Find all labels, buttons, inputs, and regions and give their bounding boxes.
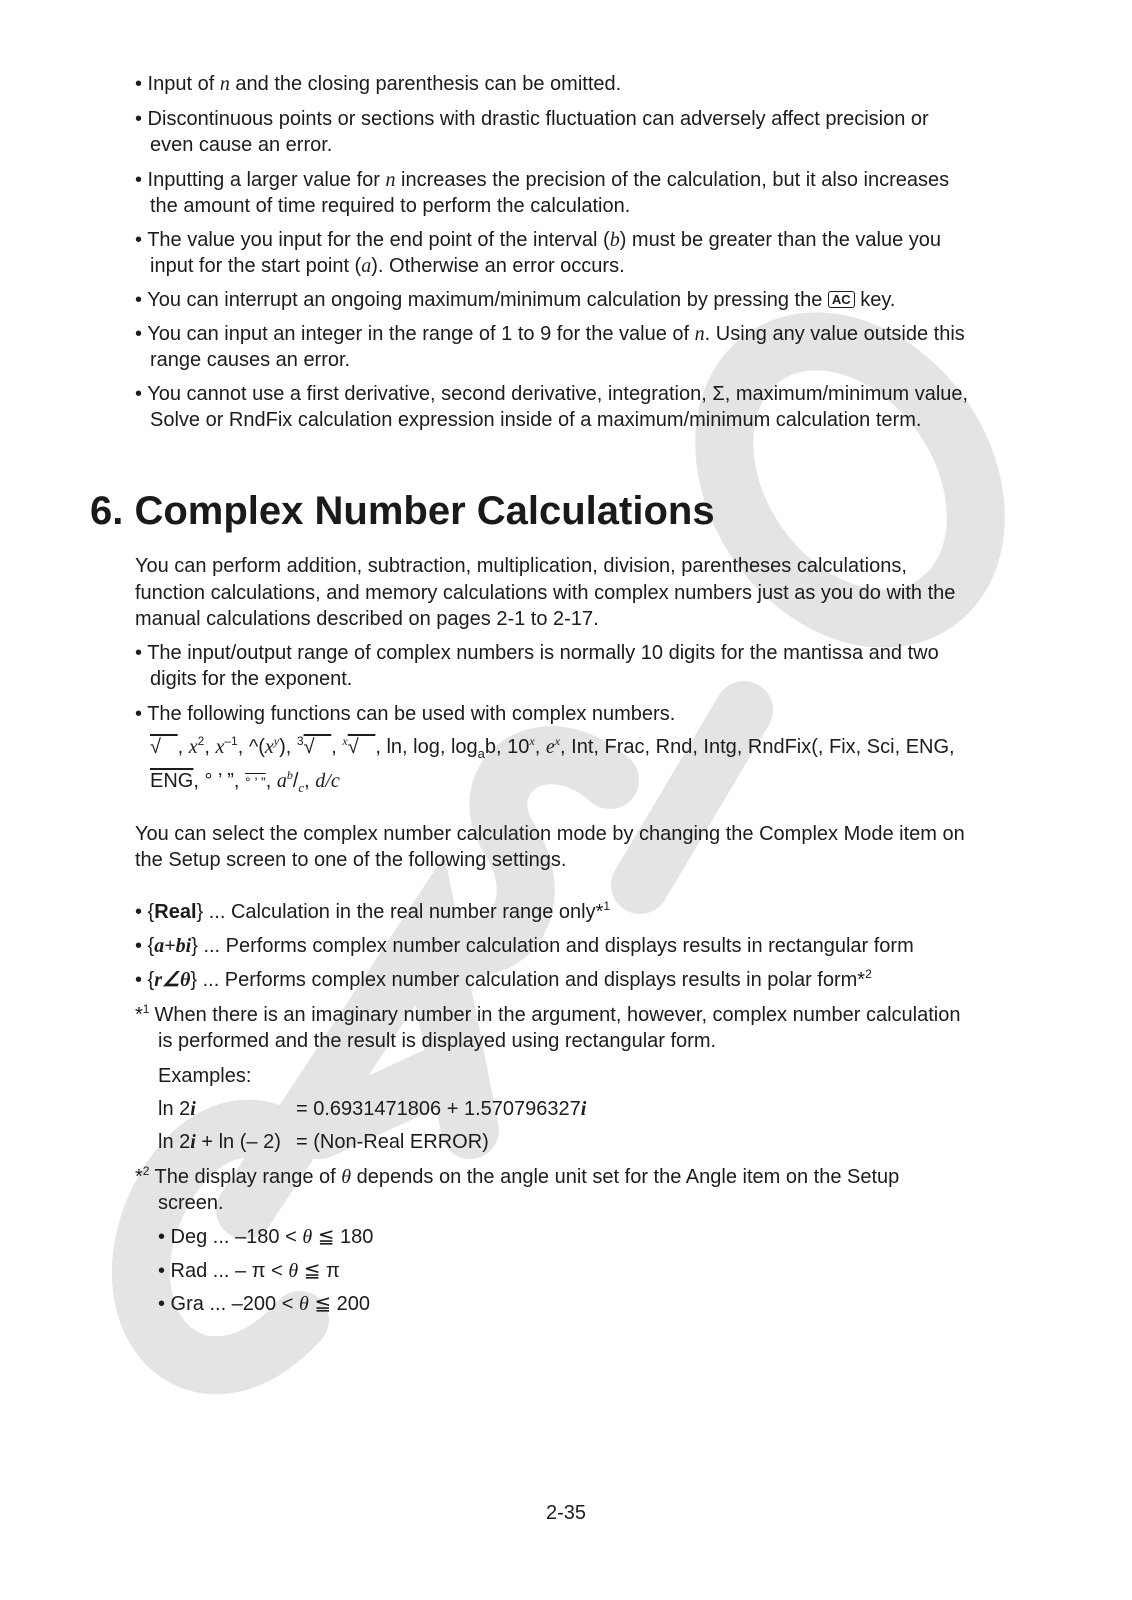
- example-2-lhs: ln 2i + ln (– 2): [158, 1131, 281, 1153]
- intro-line-1: You can perform addition, subtraction, multiplication, division, parentheses calculations,: [135, 555, 907, 577]
- footnote-1-cont: is performed and the result is displayed using rectangular form.: [158, 1030, 717, 1052]
- functions-list-line-2: $\overline{ENG}$, ° ’ ”, ° ’ ”, $a^b/_c$, d/c: [150, 768, 340, 795]
- examples-label: Examples:: [158, 1065, 252, 1087]
- mode-rectangular: • {a+bi} ... Performs complex number calculation and displays results in rectangular form: [135, 935, 914, 957]
- range-bullet: • The input/output range of complex numbers is normally 10 digits for the mantissa and two: [135, 642, 939, 664]
- bullet-discontinuous: • Discontinuous points or sections with drastic fluctuation can adversely affect precision or: [135, 108, 929, 130]
- range-rad: • Rad ... – π < θ ≦ π: [158, 1260, 340, 1282]
- bullet-cannot-use: • You cannot use a first derivative, second derivative, integration, Σ, maximum/minimum value,: [135, 383, 969, 405]
- bullet-integer-range: • You can input an integer in the range of 1 to 9 for the value of n. Using any value outside this: [135, 323, 965, 345]
- bullet-cannot-use-cont: Solve or RndFix calculation expression inside of a maximum/minimum calculation term.: [150, 409, 922, 431]
- bullet-interrupt: • You can interrupt an ongoing maximum/minimum calculation by pressing the AC key.: [135, 289, 896, 311]
- sqrt-symbol: √: [150, 736, 178, 758]
- cube-root-symbol: √: [303, 736, 332, 758]
- functions-bullet: • The following functions can be used with complex numbers.: [135, 703, 676, 725]
- section-heading: 6. Complex Number Calculations: [90, 489, 715, 533]
- bullet-end-point: • The value you input for the end point of the interval (b) must be greater than the value you: [135, 229, 942, 251]
- footnote-2-cont: screen.: [158, 1192, 224, 1214]
- bullet-larger-n: • Inputting a larger value for n increases the precision of the calculation, but it also increases: [135, 169, 950, 191]
- mode-polar: • {r∠θ} ... Performs complex number calculation and displays results in polar form*$^2$: [135, 967, 872, 991]
- ac-key-icon: AC: [828, 291, 855, 308]
- bullet-integer-range-cont: range causes an error.: [150, 349, 351, 371]
- mode-text-line-2: the Setup screen to one of the following settings.: [135, 849, 567, 871]
- bullet-larger-n-cont: the amount of time required to perform the calculation.: [150, 195, 631, 217]
- page-number: 2-35: [545, 1502, 587, 1524]
- intro-line-2: function calculations, and memory calculations with complex numbers just as you do with the: [135, 582, 956, 604]
- range-bullet-cont: digits for the exponent.: [150, 668, 353, 690]
- range-gra: • Gra ... –200 < θ ≦ 200: [158, 1293, 371, 1315]
- footnote-2: *$^2$ The display range of θ depends on the angle unit set for the Angle item on the Setup: [135, 1164, 900, 1188]
- example-2-rhs: = (Non-Real ERROR): [296, 1131, 489, 1153]
- footnote-1: *$^1$ When there is an imaginary number in the argument, however, complex number calculation: [135, 1002, 961, 1026]
- mode-text-line-1: You can select the complex number calculation mode by changing the Complex Mode item on: [135, 823, 965, 845]
- xth-root-symbol: √: [347, 736, 376, 758]
- example-1-rhs: = 0.6931471806 + 1.570796327i: [296, 1098, 587, 1120]
- bullet-discontinuous-cont: even cause an error.: [150, 134, 333, 156]
- functions-list-line-1: √ , $x^2$, $x^{-1}$, $\^{}(x^y)$, $^3$√ , $^x$√ , ln, log, $\log_ab$, 10$^x$, $e^x$, Int, Frac, Rnd, Intg, RndFix(, Fix, Sci, ENG,: [150, 734, 955, 761]
- range-deg: • Deg ... –180 < θ ≦ 180: [158, 1226, 374, 1248]
- bullet-omit-n: • Input of n and the closing parenthesis can be omitted.: [135, 73, 622, 95]
- example-1-lhs: ln 2i: [158, 1098, 196, 1120]
- bullet-end-point-cont: input for the start point (a). Otherwise an error occurs.: [150, 255, 625, 277]
- intro-line-3: manual calculations described on pages 2-1 to 2-17.: [135, 608, 599, 630]
- mode-real: • {Real} ... Calculation in the real number range only*$^1$: [135, 899, 611, 923]
